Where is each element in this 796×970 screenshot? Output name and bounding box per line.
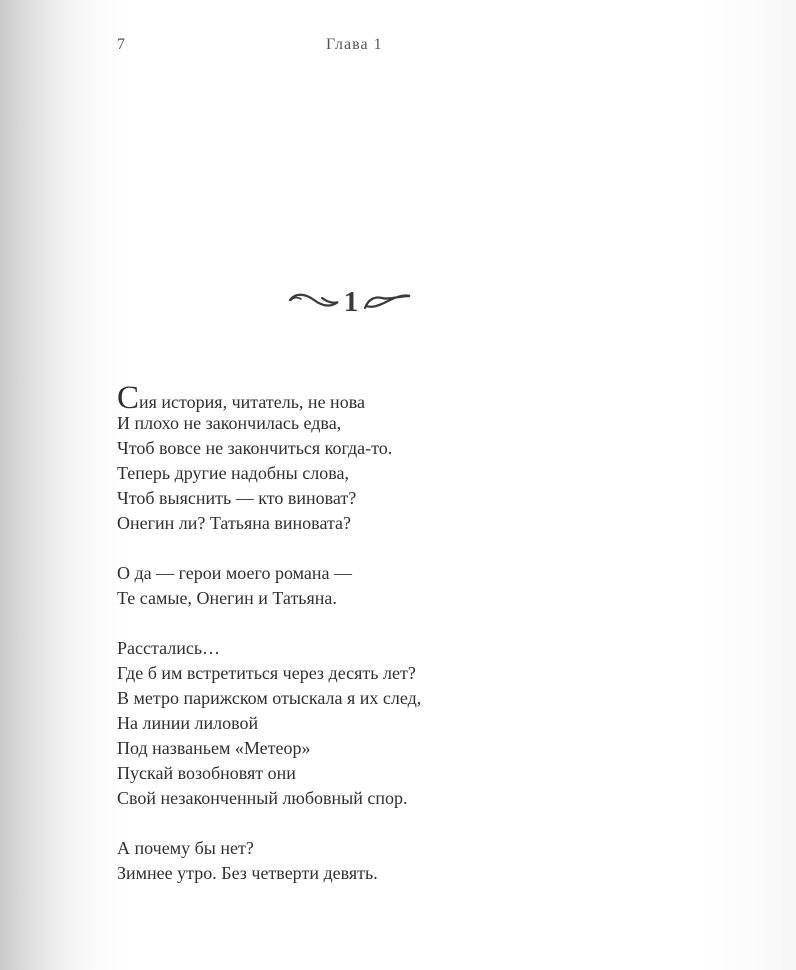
drop-cap: С [117,380,140,416]
poem-line: Где б им встретиться через десять лет? [117,663,416,683]
poem-line: Онегин ли? Татьяна виновата? [117,513,352,533]
running-head: Глава 1 [326,36,383,53]
poem-line: Теперь другие надобны слова, [117,463,349,483]
poem-first-line [117,380,717,416]
poem-line: В метро парижском отыскала я их след, [117,688,422,708]
right-flourish [365,295,410,308]
poem-line: И плохо не закончилась едва, [117,413,342,433]
first-line-rest: ия история, читатель, не нова [139,392,365,412]
poem-line: А почему бы нет? [117,838,254,858]
poem-line: О да — герои моего романа — [117,563,352,583]
poem-line: Чтоб выяснить — кто виноват? [117,488,357,508]
poem-line: Пускай возобновят они [117,763,296,783]
left-flourish-tail [291,298,301,300]
poem-line: Те самые, Онегин и Татьяна. [117,588,337,608]
page-number: 7 [117,36,126,53]
left-flourish [290,295,338,306]
poem-line: Зимнее утро. Без четверти девять. [117,863,378,883]
poem-line: Расстались… [117,638,221,658]
stanza-break [117,536,717,561]
section-number: 1 [343,286,359,318]
stanza-break [117,611,717,636]
poem-line: Чтоб вовсе не закончиться когда-то. [117,438,393,458]
poem-text [117,380,717,886]
poem-line: Под названьем «Метеор» [117,738,311,758]
stanza-break [117,811,717,836]
poem-line: Свой незаконченный любовный спор. [117,788,408,808]
poem-line: На линии лиловой [117,713,259,733]
